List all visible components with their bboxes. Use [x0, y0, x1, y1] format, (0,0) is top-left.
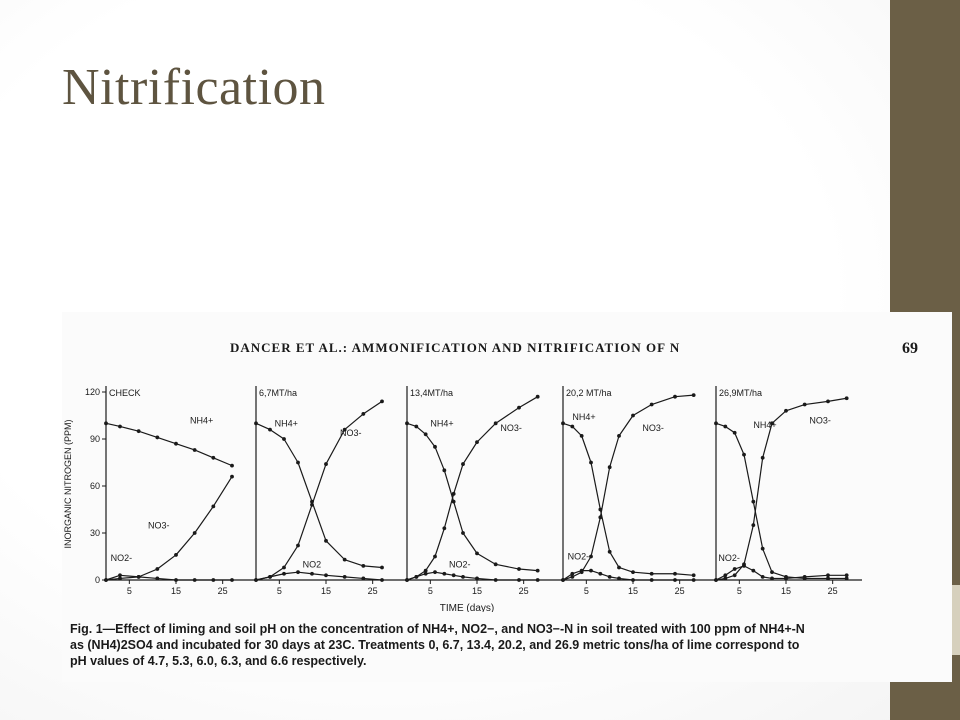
data-point — [631, 578, 635, 582]
data-point — [631, 414, 635, 418]
x-tick-label: 25 — [827, 586, 838, 596]
data-point — [211, 456, 215, 460]
data-point — [580, 434, 584, 438]
data-point — [561, 421, 565, 425]
figure-page-number: 69 — [902, 340, 918, 357]
data-point — [174, 578, 178, 582]
data-point — [692, 393, 696, 397]
x-tick-label: 25 — [518, 586, 529, 596]
data-point — [517, 406, 521, 410]
x-tick-label: 15 — [170, 586, 182, 596]
data-point — [494, 562, 498, 566]
data-point — [845, 573, 849, 577]
data-point — [650, 572, 654, 576]
data-point — [475, 551, 479, 555]
x-tick-label: 5 — [427, 586, 433, 596]
data-point — [174, 442, 178, 446]
data-point — [784, 577, 788, 581]
data-point — [193, 448, 197, 452]
data-point — [561, 578, 565, 582]
data-point — [452, 573, 456, 577]
data-point — [617, 434, 621, 438]
data-point — [324, 573, 328, 577]
data-point — [784, 409, 788, 413]
data-point — [723, 425, 727, 429]
data-point — [536, 395, 540, 399]
data-point — [380, 400, 384, 404]
data-point — [770, 570, 774, 574]
series-annotation: NO2- — [449, 559, 471, 570]
data-point — [104, 421, 108, 425]
data-point — [296, 570, 300, 574]
data-point — [174, 553, 178, 557]
slide-title: Nitrification — [62, 59, 326, 116]
data-point — [118, 573, 122, 577]
data-point — [211, 504, 215, 508]
y-tick-label: 120 — [84, 387, 100, 397]
data-point — [608, 465, 612, 469]
data-point — [608, 575, 612, 579]
panel-label: 13,4MT/ha — [410, 388, 454, 398]
series-annotation: NO2 — [302, 559, 322, 570]
data-point — [461, 575, 465, 579]
x-tick-label: 15 — [627, 586, 639, 596]
data-point — [118, 425, 122, 429]
data-point — [692, 578, 696, 582]
data-point — [461, 531, 465, 535]
data-point — [589, 461, 593, 465]
data-point — [517, 567, 521, 571]
data-point — [282, 566, 286, 570]
series-annotation: NO3- — [500, 423, 522, 434]
series-annotation: NH4+ — [430, 418, 454, 429]
x-tick-label: 5 — [583, 586, 589, 596]
data-point — [845, 396, 849, 400]
y-axis-title: INORGANIC NITROGEN (PPM) — [63, 419, 73, 549]
data-point — [475, 440, 479, 444]
panel-label: 26,9MT/ha — [719, 388, 763, 398]
data-point — [254, 421, 258, 425]
data-point — [589, 555, 593, 559]
data-point — [268, 575, 272, 579]
data-point — [570, 572, 574, 576]
data-point — [405, 578, 409, 582]
data-point — [751, 569, 755, 573]
y-tick-label: 90 — [89, 434, 100, 444]
decorative-sidebar-strip — [952, 585, 960, 655]
data-point — [361, 577, 365, 581]
data-point — [137, 575, 141, 579]
figure-caption — [70, 621, 946, 669]
data-point — [733, 567, 737, 571]
x-tick-label: 25 — [674, 586, 685, 596]
y-tick-label: 0 — [94, 575, 100, 585]
data-point — [361, 564, 365, 568]
data-point — [761, 456, 765, 460]
data-point — [761, 575, 765, 579]
data-point — [268, 428, 272, 432]
data-point — [714, 578, 718, 582]
x-tick-label: 5 — [126, 586, 132, 596]
figure-chart — [62, 312, 952, 612]
data-point — [650, 403, 654, 407]
y-tick-label: 60 — [89, 481, 100, 491]
data-point — [211, 578, 215, 582]
data-point — [650, 578, 654, 582]
data-point — [803, 403, 807, 407]
data-point — [343, 575, 347, 579]
data-point — [452, 492, 456, 496]
data-point — [475, 577, 479, 581]
data-point — [380, 578, 384, 582]
caption-line: as (NH4)2SO4 and incubated for 30 days at 23C. Treatments 0, 6.7, 13.4, 20.2, and 26.9 metric tons/ha of lime correspond to — [70, 638, 800, 652]
data-point — [155, 436, 159, 440]
caption-line: Fig. 1—Effect of liming and soil pH on the concentration of NH4+, NO2−, and NO3−-N in soil treated with 100 ppm of NH4+-N — [70, 622, 805, 636]
data-point — [193, 531, 197, 535]
data-point — [230, 578, 234, 582]
series-annotation: NH4+ — [572, 412, 596, 423]
data-point — [617, 566, 621, 570]
series-annotation: NO3- — [148, 520, 170, 531]
data-point — [442, 526, 446, 530]
data-point — [424, 432, 428, 436]
data-point — [155, 567, 159, 571]
data-point — [282, 572, 286, 576]
data-point — [193, 578, 197, 582]
data-point — [826, 573, 830, 577]
data-point — [598, 515, 602, 519]
series-annotation: NO2- — [718, 553, 740, 564]
data-point — [442, 572, 446, 576]
data-point — [598, 572, 602, 576]
panel-label: 20,2 MT/ha — [566, 388, 612, 398]
data-point — [608, 550, 612, 554]
data-point — [137, 429, 141, 433]
x-tick-label: 5 — [276, 586, 282, 596]
x-tick-label: 15 — [320, 586, 332, 596]
data-point — [692, 573, 696, 577]
data-point — [714, 421, 718, 425]
x-tick-label: 25 — [367, 586, 378, 596]
data-point — [580, 569, 584, 573]
series-annotation: NO3- — [809, 415, 831, 426]
data-point — [826, 400, 830, 404]
data-point — [673, 572, 677, 576]
series-annotation: NH4+ — [190, 415, 214, 426]
data-point — [461, 462, 465, 466]
data-point — [733, 431, 737, 435]
data-point — [751, 523, 755, 527]
panel-label: CHECK — [109, 388, 141, 398]
data-point — [570, 425, 574, 429]
data-point — [631, 570, 635, 574]
data-point — [324, 462, 328, 466]
data-point — [589, 569, 593, 573]
data-point — [770, 577, 774, 581]
data-point — [414, 575, 418, 579]
data-point — [155, 577, 159, 581]
data-point — [723, 573, 727, 577]
series-annotation: NO3- — [642, 423, 664, 434]
data-point — [380, 566, 384, 570]
series-annotation: NO2- — [110, 553, 133, 564]
data-point — [324, 539, 328, 543]
data-point — [230, 464, 234, 468]
data-point — [254, 578, 258, 582]
data-point — [433, 555, 437, 559]
series-annotation: NO2- — [567, 551, 590, 562]
data-point — [296, 461, 300, 465]
data-point — [310, 503, 314, 507]
series-annotation: NO3- — [340, 427, 362, 438]
data-point — [742, 453, 746, 457]
data-point — [442, 468, 446, 472]
data-point — [296, 544, 300, 548]
data-point — [424, 572, 428, 576]
data-point — [733, 573, 737, 577]
data-point — [742, 564, 746, 568]
data-point — [761, 547, 765, 551]
data-point — [343, 558, 347, 562]
data-point — [104, 578, 108, 582]
series-line — [407, 423, 538, 570]
data-point — [536, 569, 540, 573]
data-point — [673, 578, 677, 582]
figure-panel — [62, 312, 952, 682]
data-point — [536, 578, 540, 582]
data-point — [673, 395, 677, 399]
figure-header: DANCER ET AL.: AMMONIFICATION AND NITRIFICATION OF N — [230, 340, 681, 355]
panel-label: 6,7MT/ha — [259, 388, 298, 398]
caption-line: pH values of 4.7, 5.3, 6.0, 6.3, and 6.6 respectively. — [70, 654, 367, 668]
x-axis-title: TIME (days) — [439, 603, 495, 612]
data-point — [494, 578, 498, 582]
data-point — [310, 572, 314, 576]
data-point — [433, 570, 437, 574]
data-point — [414, 425, 418, 429]
x-tick-label: 5 — [736, 586, 742, 596]
series-annotation: NH4+ — [753, 420, 777, 431]
series-annotation: NH4+ — [274, 418, 298, 429]
x-tick-label: 15 — [471, 586, 483, 596]
data-point — [617, 577, 621, 581]
data-point — [517, 578, 521, 582]
data-point — [230, 475, 234, 479]
data-point — [282, 437, 286, 441]
x-tick-label: 25 — [217, 586, 228, 596]
x-tick-label: 15 — [780, 586, 792, 596]
data-point — [405, 421, 409, 425]
series-line — [256, 423, 382, 570]
data-point — [803, 575, 807, 579]
data-point — [494, 421, 498, 425]
data-point — [361, 412, 365, 416]
y-tick-label: 30 — [89, 528, 100, 538]
data-point — [433, 445, 437, 449]
data-point — [751, 500, 755, 504]
